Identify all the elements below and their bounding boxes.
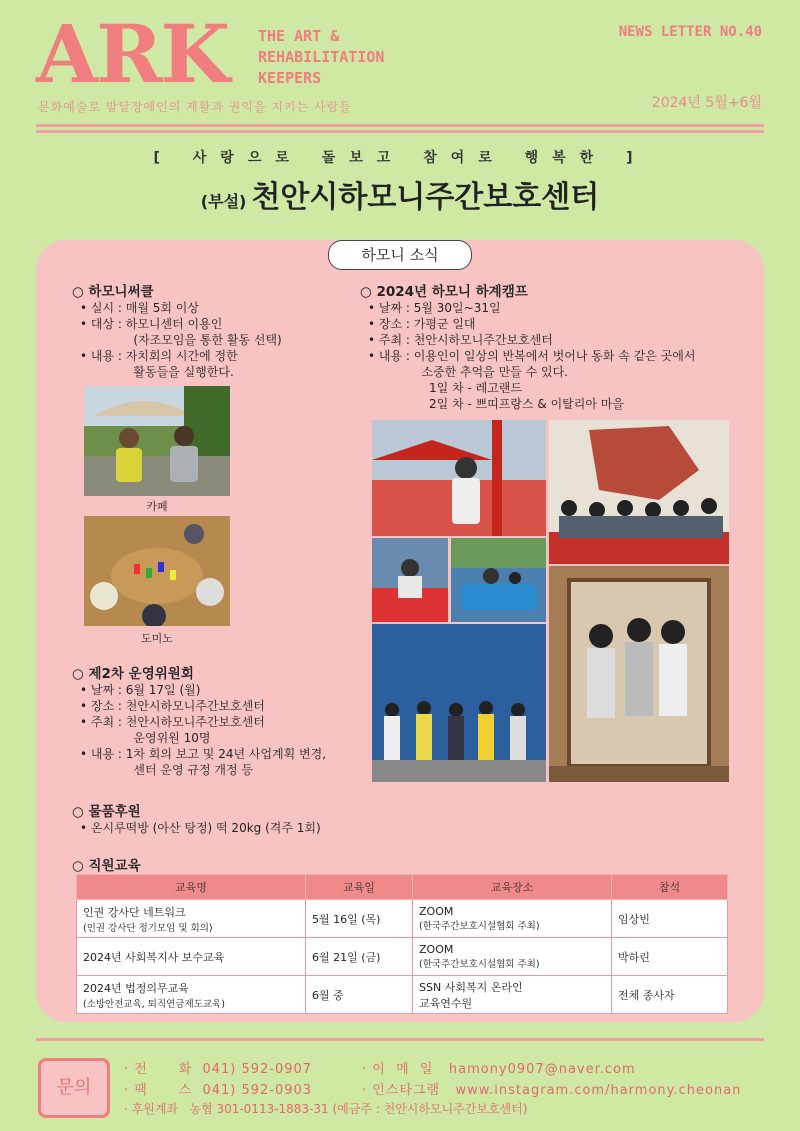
newsletter-number: NEWS LETTER NO.40	[618, 24, 762, 40]
footer-phone: · 전 화 041) 592-0907	[124, 1062, 313, 1077]
training-table	[76, 874, 728, 1014]
table-row	[77, 900, 728, 938]
camp-title: ○ 2024년 하모니 하계캠프	[360, 284, 528, 300]
circle-details: • 실시 : 매월 5회 이상 • 대상 : 하모니센터 이용인 (자조모임을 통한 활동 선택) • 내용 : 자치회의 시간에 정한 활동들을 실행한다.	[80, 301, 282, 379]
header-place: 교육장소	[413, 875, 612, 900]
caption-domino: 도미노	[141, 632, 173, 645]
camp-photo-pavilion	[372, 420, 546, 536]
panel-tab: 하모니 소식	[328, 240, 472, 270]
camp-photo-mirror	[549, 566, 729, 782]
header-attendee: 참석	[612, 875, 728, 900]
header-date: 교육일	[306, 875, 413, 900]
place-cell: ZOOM (한국주간보호시설협회 주최)	[413, 938, 612, 976]
header-divider	[36, 130, 764, 133]
place-cell: SSN 사회복지 온라인 교육연수원	[413, 976, 612, 1014]
slogan: [ 사랑으로 돌보고 참여로 행복한 ]	[153, 150, 647, 166]
center-prefix: (부설)	[200, 192, 247, 211]
place-cell: ZOOM (한국주간보호시설협회 주최)	[413, 900, 612, 938]
domino-photo	[84, 516, 230, 626]
tagline: 문화예술로 발달장애인의 재활과 권익을 지키는 사람들	[38, 100, 352, 114]
logo: ARK	[36, 7, 229, 101]
cafe-photo	[84, 386, 230, 496]
center-name: 천안시하모니주간보호센터	[251, 180, 600, 215]
camp-photo-brick-wall	[549, 420, 729, 564]
table-row	[77, 976, 728, 1014]
course-cell: 2024년 법정의무교육 (소방안전교육, 퇴직연금제도교육)	[77, 976, 306, 1014]
center-title	[0, 172, 800, 216]
table-row	[77, 938, 728, 976]
camp-photo-blue-wall	[372, 624, 546, 782]
circle-title: ○ 하모니써클	[72, 284, 154, 300]
footer-account: · 후원계좌 농협 301-0113-1883-31 (예금주 : 천안시하모니주간보호센터)	[124, 1102, 528, 1116]
footer-divider	[36, 1038, 764, 1041]
course-cell: 인권 강사단 네트워크 (인권 강사단 정기모임 및 회의)	[77, 900, 306, 938]
date-cell: 6월 중	[306, 976, 413, 1014]
header-course: 교육명	[77, 875, 306, 900]
footer-email[interactable]: · 이 메 일 hamony0907@naver.com	[362, 1062, 636, 1077]
attendee-cell: 박하린	[612, 938, 728, 976]
donation-title: ○ 물품후원	[72, 804, 141, 820]
camp-photo-boat	[451, 538, 546, 622]
camp-details: • 날짜 : 5월 30일~31일 • 장소 : 가평군 일대 • 주최 : 천안시하모니주간보호센터 • 내용 : 이용인이 일상의 반복에서 벗어나 동화 속 같은 곳에서 소중한 추억을 만들 수 있다. 1일 차 - 레고랜드 2일 차 - 쁘띠프랑스 & 이탈리아 마을	[368, 301, 696, 411]
date-cell: 5월 16일 (목)	[306, 900, 413, 938]
committee-title: ○ 제2차 운영위원회	[72, 666, 194, 682]
inquiry-badge: 문의	[38, 1058, 110, 1118]
footer-instagram[interactable]: · 인스타그램 www.instagram.com/harmony.cheonan	[362, 1083, 742, 1098]
attendee-cell: 임상빈	[612, 900, 728, 938]
logo-subtitle: THE ART & REHABILITATION KEEPERS	[258, 27, 385, 87]
caption-cafe: 카페	[146, 500, 168, 513]
issue-date: 2024년 5월+6월	[651, 95, 762, 111]
course-cell: 2024년 사회복지사 보수교육	[77, 938, 306, 976]
training-title: ○ 직원교육	[72, 858, 141, 874]
footer-fax: · 팩 스 041) 592-0903	[124, 1083, 313, 1098]
camp-photo-ride	[372, 538, 448, 622]
donation-details: • 온시루떡방 (아산 탕정) 떡 20kg (격주 1회)	[80, 821, 321, 835]
header-divider	[36, 124, 764, 127]
attendee-cell: 전체 종사자	[612, 976, 728, 1014]
committee-details: • 날짜 : 6월 17일 (월) • 장소 : 천안시하모니주간보호센터 • 주최 : 천안시하모니주간보호센터 운영위원 10명 • 내용 : 1차 회의 보고 및 24년 사업계획 변경, 센터 운영 규정 개정 등	[80, 683, 327, 777]
date-cell: 6월 21일 (금)	[306, 938, 413, 976]
